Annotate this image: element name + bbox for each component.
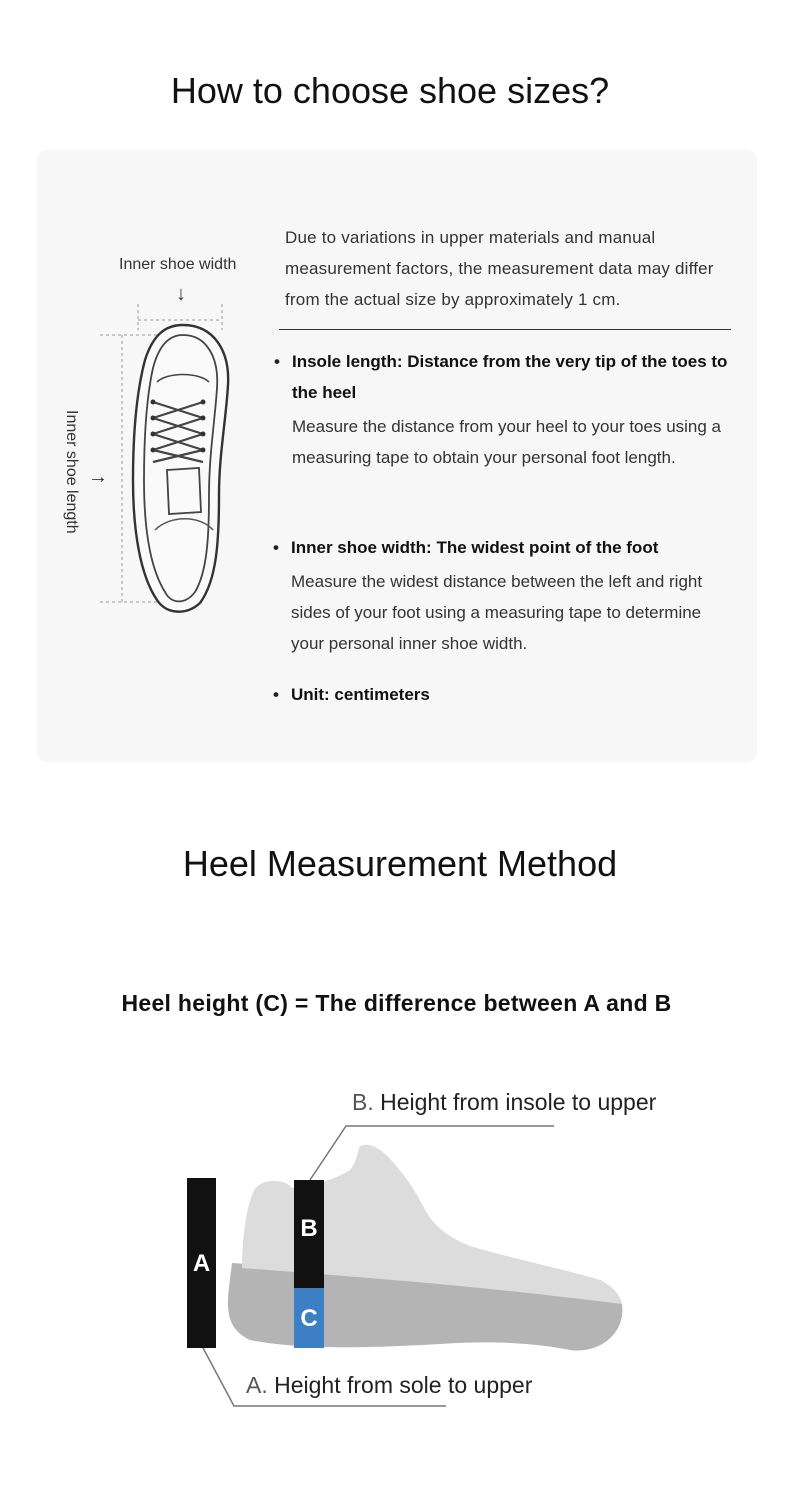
bar-c-label: C [300, 1305, 318, 1332]
bullet-dot-icon: • [273, 685, 279, 704]
bullet-heading: Unit: centimeters [291, 685, 430, 704]
bullet-body: Measure the widest distance between the left and right sides of your foot using a measuring tape to determine your personal inner shoe width. [291, 572, 703, 653]
measurement-note: Due to variations in upper materials and manual measurement factors, the measurement data may differ from the actual size by approximately 1 cm. [285, 228, 714, 309]
size-guide-title: How to choose shoe sizes? [170, 70, 610, 111]
bullet-heading: Inner shoe width: The widest point of the foot [291, 538, 659, 557]
heel-height-formula: Heel height (C) = The difference between A and B [121, 990, 672, 1016]
bullet-dot-icon: • [273, 538, 279, 557]
arrow-down-icon: ↓ [176, 283, 186, 305]
arrow-right-icon: → [88, 466, 108, 488]
bar-b-label: B [300, 1215, 318, 1242]
heel-section-title: Heel Measurement Method [182, 843, 618, 884]
label-a-sole-to-upper: A. Height from sole to upper [246, 1372, 533, 1398]
bullet-dot-icon: • [274, 352, 280, 371]
bar-a-label: A [192, 1250, 211, 1277]
bullet-insole-length [274, 346, 732, 473]
shoe-top-view-illustration [95, 290, 245, 620]
bullet-heading: Insole length: Distance from the very tip of the toes to the heel [292, 352, 728, 402]
label-b-insole-to-upper: B. Height from insole to upper [352, 1089, 657, 1115]
inner-shoe-length-label: Inner shoe length [63, 410, 80, 534]
inner-shoe-width-label: Inner shoe width [119, 256, 237, 273]
divider [279, 329, 731, 330]
bullet-unit [273, 679, 731, 710]
bullet-body: Measure the distance from your heel to your toes using a measuring tape to obtain your personal foot length. [292, 417, 722, 467]
bullet-inner-shoe-width [273, 532, 736, 659]
